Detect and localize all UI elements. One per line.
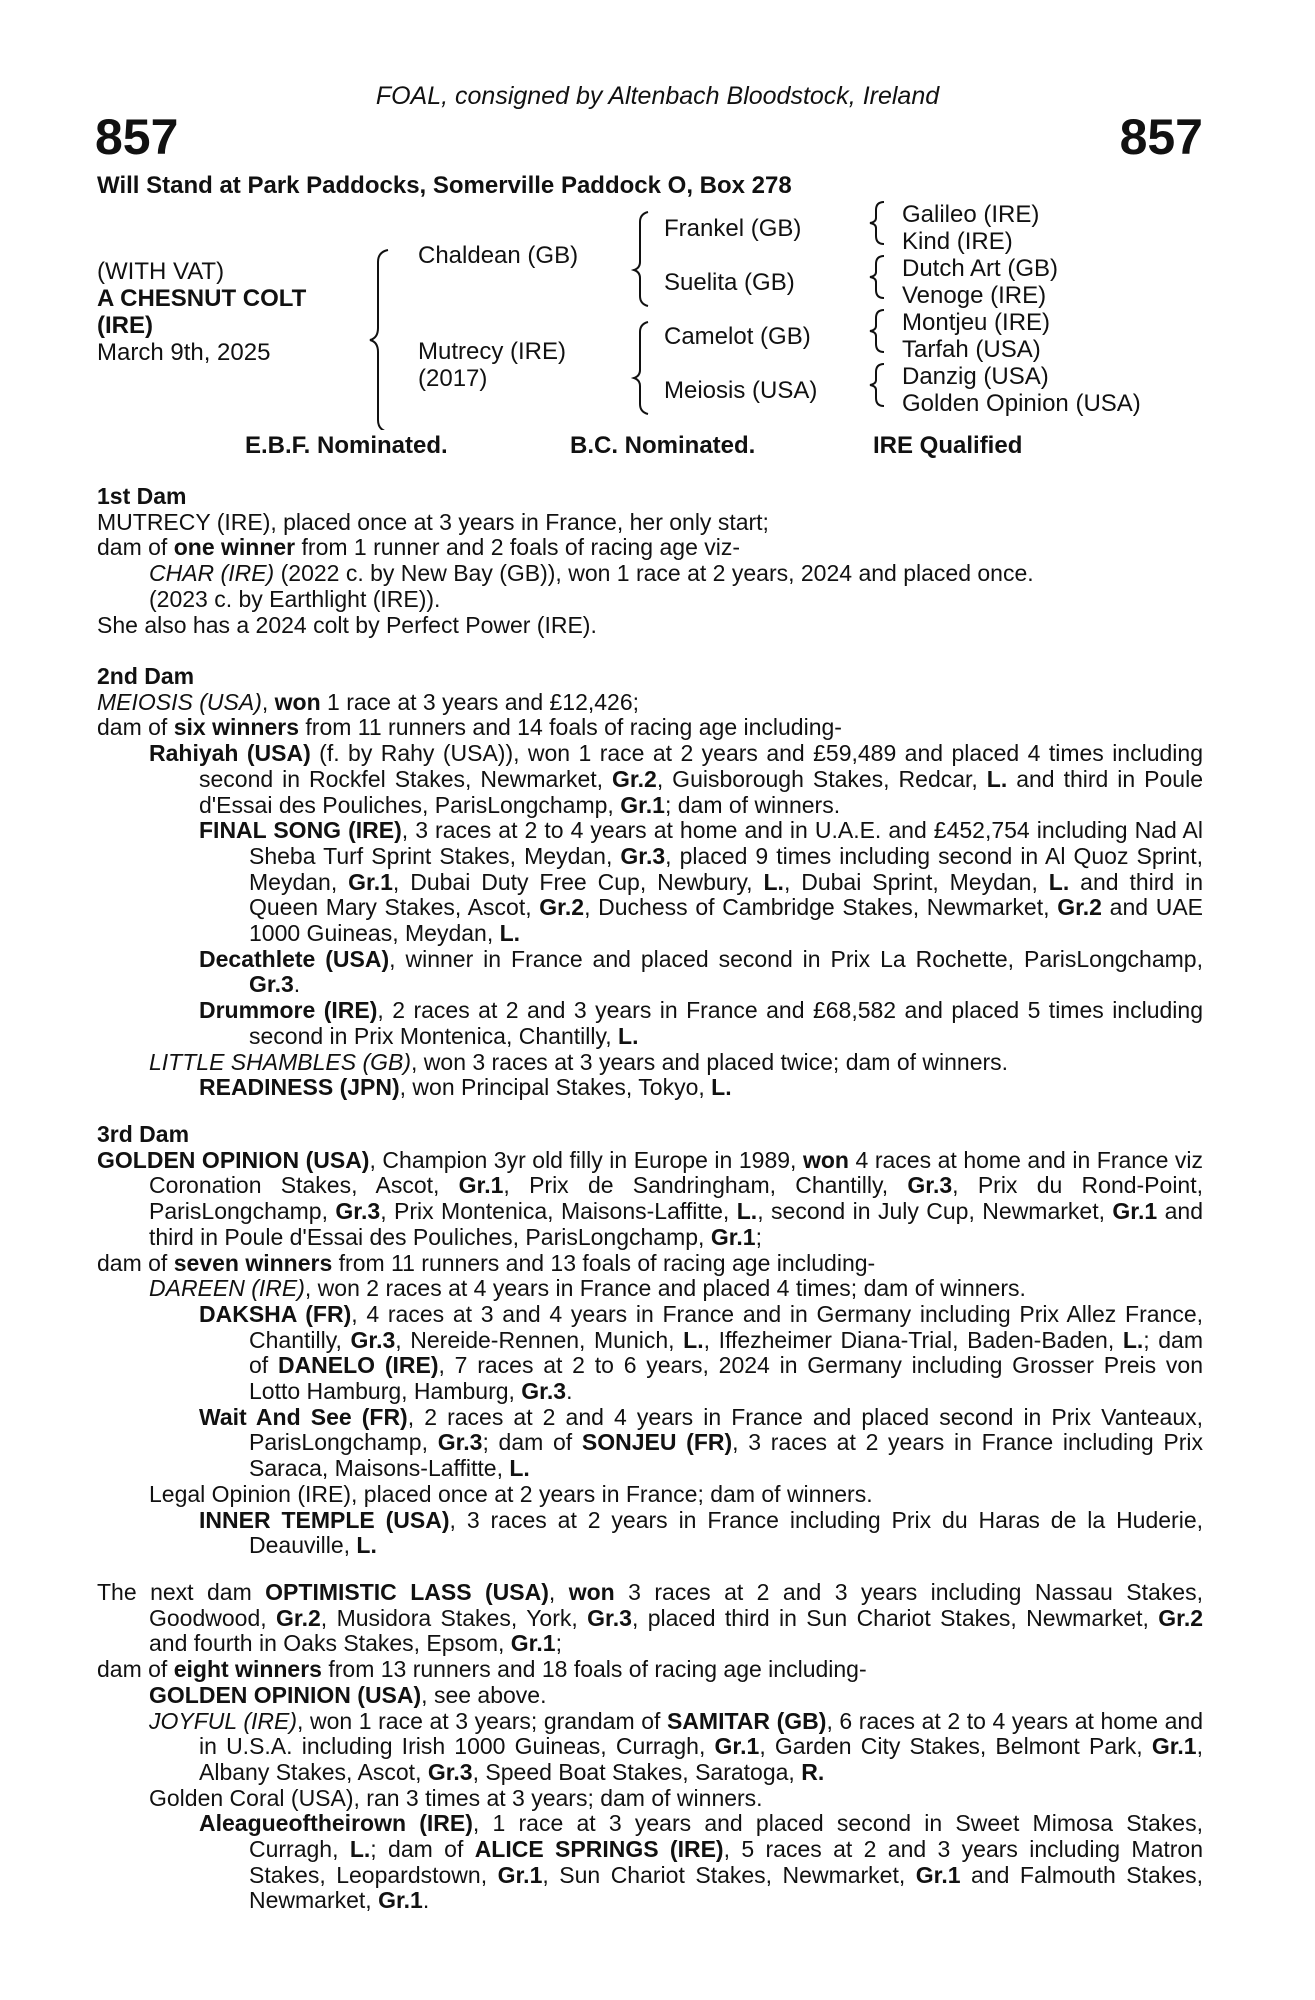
second-dam-section — [97, 664, 1203, 1101]
entry-golden-opinion-ref: GOLDEN OPINION (USA), see above. — [149, 1681, 547, 1708]
ped-dss: Montjeu (IRE) — [902, 309, 1051, 336]
dam-sire: Camelot (GB) — [664, 323, 811, 350]
brace-dd — [870, 364, 884, 406]
ped-sdd: Venoge (IRE) — [902, 282, 1047, 309]
brace-sd — [870, 256, 884, 298]
brace-dam — [634, 322, 648, 414]
entry-decathlete: Decathlete (USA), winner in France and placed second in Prix La Rochette, ParisLongchamp, Gr.3. — [199, 945, 1203, 998]
brace-ss — [870, 202, 884, 244]
entry-final-song: FINAL SONG (IRE), 3 races at 2 to 4 years at home and in U.A.E. and £452,754 including Nad Al Sheba Turf Sprint Stakes, Meydan, Gr.3, placed 9 times including second in Al Quoz Sprint, Meydan, Gr.1, Dubai Duty Free Cup, Newbury, L., Dubai Sprint, Meydan, L. and third in Queen Mary Stakes, Ascot, Gr.2, Duchess of Cambridge Stakes, Newmarket, Gr.2 and UAE 1000 Guineas, Meydan, L. — [199, 817, 1204, 947]
entry-joyful: JOYFUL (IRE), won 1 race at 3 years; grandam of SAMITAR (GB), 6 races at 2 to 4 years at home and in U.S.A. including Irish 1000 Guineas, Curragh, Gr.1, Garden City Stakes, Belmont Park, Gr.1, Albany Stakes, Ascot, Gr.3, Speed Boat Stakes, Saratoga, R. — [149, 1707, 1203, 1785]
dam-year: (2017) — [418, 365, 488, 392]
horse-title-country: (IRE) — [97, 312, 153, 339]
third-dam-produce-summary: dam of seven winners from 11 runners and 13 foals of racing age including- — [97, 1249, 876, 1276]
entry-daksha: DAKSHA (FR), 4 races at 3 and 4 years in France and in Germany including Prix Allez France, Chantilly, Gr.3, Nereide-Rennen, Munich, L., Iffezheimer Diana-Trial, Baden-Baden, L.; dam of DANELO (IRE), 7 races at 2 to 6 years, 2024 in Germany including Grosser Preis von Lotto Hamburg, Hamburg, Gr.3. — [199, 1300, 1204, 1405]
brace-sire — [634, 212, 648, 306]
ped-sss: Galileo (IRE) — [902, 201, 1040, 228]
entry-wait-and-see: Wait And See (FR), 2 races at 2 and 4 years in France and placed second in Prix Vanteaux, ParisLongchamp, Gr.3; dam of SONJEU (FR), 3 races at 2 years in France including Prix Saraca, Maisons-Laffitte, L. — [199, 1403, 1204, 1482]
bc-nominated: B.C. Nominated. — [570, 432, 756, 459]
second-dam-line: MEIOSIS (USA), won 1 race at 3 years and £12,426; — [97, 688, 640, 715]
next-dam-produce-summary: dam of eight winners from 13 runners and 18 foals of racing age including- — [97, 1656, 867, 1683]
sire-dam: Suelita (GB) — [664, 269, 795, 296]
dam-name: Mutrecy (IRE) — [418, 338, 567, 365]
stand-location: Will Stand at Park Paddocks, Somerville Paddock O, Box 278 — [97, 172, 792, 199]
brace-main — [370, 250, 388, 430]
ped-sds: Dutch Art (GB) — [902, 255, 1059, 282]
entry-golden-opinion: GOLDEN OPINION (USA), Champion 3yr old filly in Europe in 1989, won 4 races at home and in France viz Coronation Stakes, Ascot, Gr.1, Prix de Sandringham, Chantilly, Gr.3, Prix du Rond-Point, ParisLongchamp, Gr.3, Prix Montenica, Maisons-Laffitte, L., second in July Cup, Newmarket, Gr.1 and third in Poule d'Essai des Pouliches, ParisLongchamp, Gr.1; — [97, 1146, 1204, 1250]
first-dam-produce-summary: dam of one winner from 1 runner and 2 foals of racing age viz- — [97, 534, 741, 561]
ire-qualified: IRE Qualified — [873, 432, 1023, 459]
sire-name: Chaldean (GB) — [418, 242, 579, 269]
ped-dds: Danzig (USA) — [902, 363, 1049, 390]
entry-readiness: READINESS (JPN), won Principal Stakes, Tokyo, L. — [199, 1074, 732, 1101]
first-dam-foal-2023: (2023 c. by Earthlight (IRE)). — [149, 585, 441, 612]
second-dam-produce-summary: dam of six winners from 11 runners and 14 foals of racing age including- — [97, 714, 842, 741]
ped-ddd: Golden Opinion (USA) — [902, 390, 1141, 417]
horse-title: A CHESNUT COLT — [97, 285, 307, 312]
third-dam-heading: 3rd Dam — [97, 1121, 190, 1147]
sire-sire: Frankel (GB) — [664, 215, 802, 242]
vat-label: (WITH VAT) — [97, 258, 225, 285]
ped-ssd: Kind (IRE) — [902, 228, 1013, 255]
pedigree-braces — [0, 0, 1315, 430]
lot-number-right: 857 — [1119, 109, 1203, 165]
entry-rahiyah: Rahiyah (USA) (f. by Rahy (USA)), won 1 race at 2 years and £59,489 and placed 4 times including second in Rockfel Stakes, Newmarket, Gr.2, Guisborough Stakes, Redcar, L. and third in Poule d'Essai des Pouliches, ParisLongchamp, Gr.1; dam of winners. — [149, 740, 1204, 818]
entry-golden-coral: Golden Coral (USA), ran 3 times at 3 years; dam of winners. — [149, 1784, 763, 1811]
ped-dsd: Tarfah (USA) — [902, 336, 1041, 363]
brace-ds — [870, 310, 884, 352]
first-dam-line: MUTRECY (IRE), placed once at 3 years in France, her only start; — [97, 508, 769, 535]
consignor-line: FOAL, consigned by Altenbach Bloodstock, Ireland — [375, 82, 940, 110]
first-dam-section — [97, 484, 1203, 638]
entry-dareen: DAREEN (IRE), won 2 races at 4 years in France and placed 4 times; dam of winners. — [149, 1275, 1026, 1302]
entry-aleagueoftheirown: Aleagueoftheirown (IRE), 1 race at 3 years and placed second in Sweet Mimosa Stakes, Curragh, L.; dam of ALICE SPRINGS (IRE), 5 races at 2 and 3 years including Matron Stakes, Leopardstown, Gr.1, Sun Chariot Stakes, Newmarket, Gr.1 and Falmouth Stakes, Newmarket, Gr.1. — [199, 1810, 1204, 1914]
entry-optimistic-lass: The next dam OPTIMISTIC LASS (USA), won 3 races at 2 and 3 years including Nassau Stakes, Goodwood, Gr.2, Musidora Stakes, York, Gr.3, placed third in Sun Chariot Stakes, Newmarket, Gr.2 and fourth in Oaks Stakes, Epsom, Gr.1; — [97, 1579, 1204, 1657]
first-dam-foal-char: CHAR (IRE) (2022 c. by New Bay (GB)), won 1 race at 2 years, 2024 and placed once. — [149, 560, 1034, 587]
first-dam-2024-colt: She also has a 2024 colt by Perfect Power (IRE). — [97, 611, 597, 638]
second-dam-heading: 2nd Dam — [97, 663, 195, 689]
lot-number-left: 857 — [95, 109, 179, 165]
entry-little-shambles: LITTLE SHAMBLES (GB), won 3 races at 3 years and placed twice; dam of winners. — [149, 1048, 1009, 1075]
entry-legal-opinion: Legal Opinion (IRE), placed once at 2 years in France; dam of winners. — [149, 1480, 873, 1507]
entry-inner-temple: INNER TEMPLE (USA), 3 races at 2 years in France including Prix du Haras de la Huderie, Deauville, L. — [199, 1506, 1204, 1559]
next-dam-section — [97, 1580, 1203, 1914]
entry-drummore: Drummore (IRE), 2 races at 2 and 3 years in France and £68,582 and placed 5 times including second in Prix Montenica, Chantilly, L. — [199, 997, 1203, 1049]
first-dam-heading: 1st Dam — [97, 483, 187, 509]
ebf-nominated: E.B.F. Nominated. — [245, 432, 448, 459]
third-dam-section — [97, 1122, 1203, 1559]
foaling-date: March 9th, 2025 — [97, 339, 271, 366]
dam-dam: Meiosis (USA) — [664, 377, 818, 404]
